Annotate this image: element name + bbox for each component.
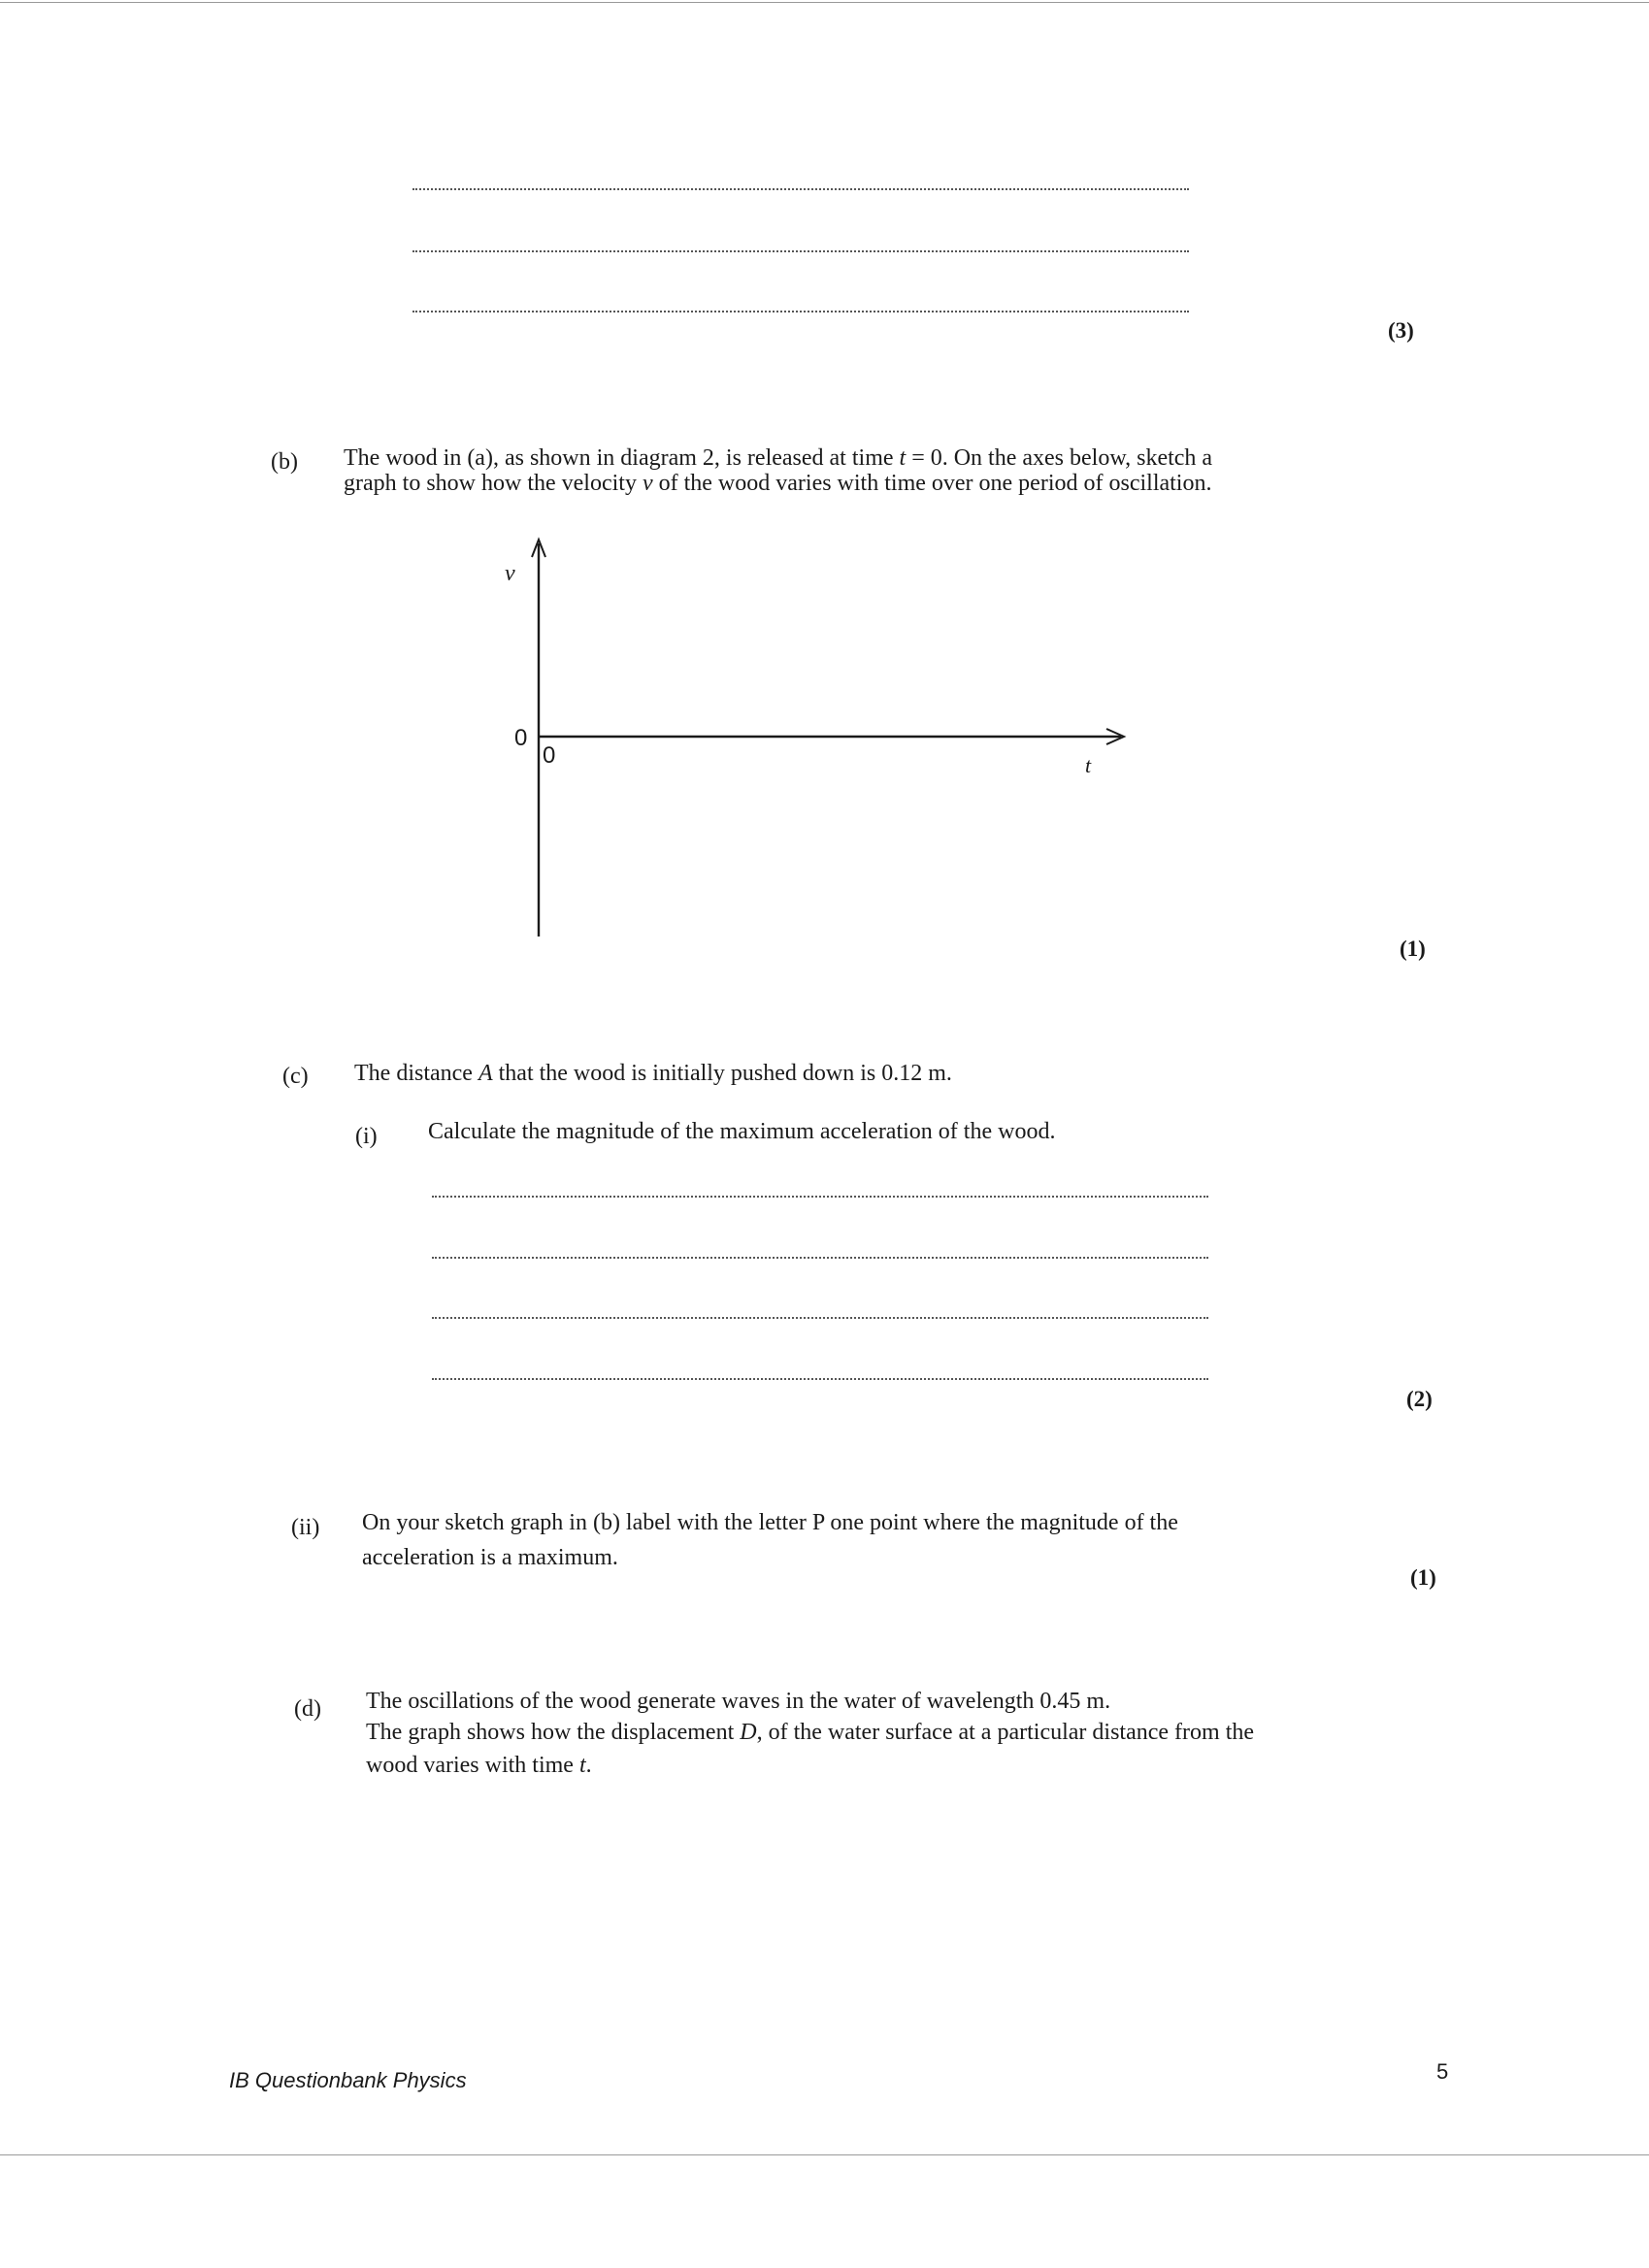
answer-line[interactable] — [412, 311, 1189, 312]
x-axis-label: t — [1085, 753, 1092, 777]
part-c-i-label: (i) — [355, 1124, 378, 1149]
part-c-ii-text-line2: acceleration is a maximum. — [362, 1545, 618, 1570]
scan-edge-top — [0, 2, 1649, 3]
answer-line[interactable] — [432, 1378, 1208, 1380]
part-c-label: (c) — [282, 1064, 309, 1089]
x-origin-label: 0 — [543, 742, 556, 769]
marks-part-a: (3) — [1388, 318, 1414, 343]
answer-line[interactable] — [412, 250, 1189, 252]
y-axis-label: v — [505, 561, 515, 586]
part-c-i-text: Calculate the magnitude of the maximum acceleration of the wood. — [428, 1119, 1056, 1144]
part-b-text-line1: The wood in (a), as shown in diagram 2, is released at time t = 0. On the axes below, sketch a — [344, 445, 1213, 471]
part-b-label: (b) — [271, 449, 298, 475]
marks-part-c-ii: (1) — [1410, 1565, 1436, 1590]
answer-line[interactable] — [432, 1196, 1208, 1198]
footer-source: IB Questionbank Physics — [229, 2068, 467, 2092]
page-number: 5 — [1436, 2059, 1449, 2084]
marks-part-c-i: (2) — [1406, 1387, 1433, 1411]
answer-line[interactable] — [432, 1317, 1208, 1319]
y-origin-label: 0 — [514, 725, 528, 751]
part-d-label: (d) — [294, 1696, 321, 1722]
part-c-ii-text-line1: On your sketch graph in (b) label with the letter P one point where the magnitude of the — [362, 1510, 1178, 1535]
part-c-text: The distance A that the wood is initially pushed down is 0.12 m. — [354, 1061, 952, 1086]
answer-line[interactable] — [432, 1257, 1208, 1259]
part-d-text-line2: The graph shows how the displacement D, of the water surface at a particular distance from the — [366, 1720, 1255, 1745]
part-d-text-line3: wood varies with time t. — [366, 1753, 592, 1778]
part-b-text-line2: graph to show how the velocity v of the wood varies with time over one period of oscillation. — [344, 471, 1212, 496]
answer-line[interactable] — [412, 188, 1189, 190]
part-c-ii-label: (ii) — [291, 1515, 320, 1540]
part-d-text-line1: The oscillations of the wood generate waves in the water of wavelength 0.45 m. — [366, 1689, 1111, 1714]
marks-part-b: (1) — [1400, 937, 1426, 961]
velocity-time-axes[interactable] — [485, 524, 1145, 951]
scan-edge-bottom — [0, 2154, 1649, 2155]
